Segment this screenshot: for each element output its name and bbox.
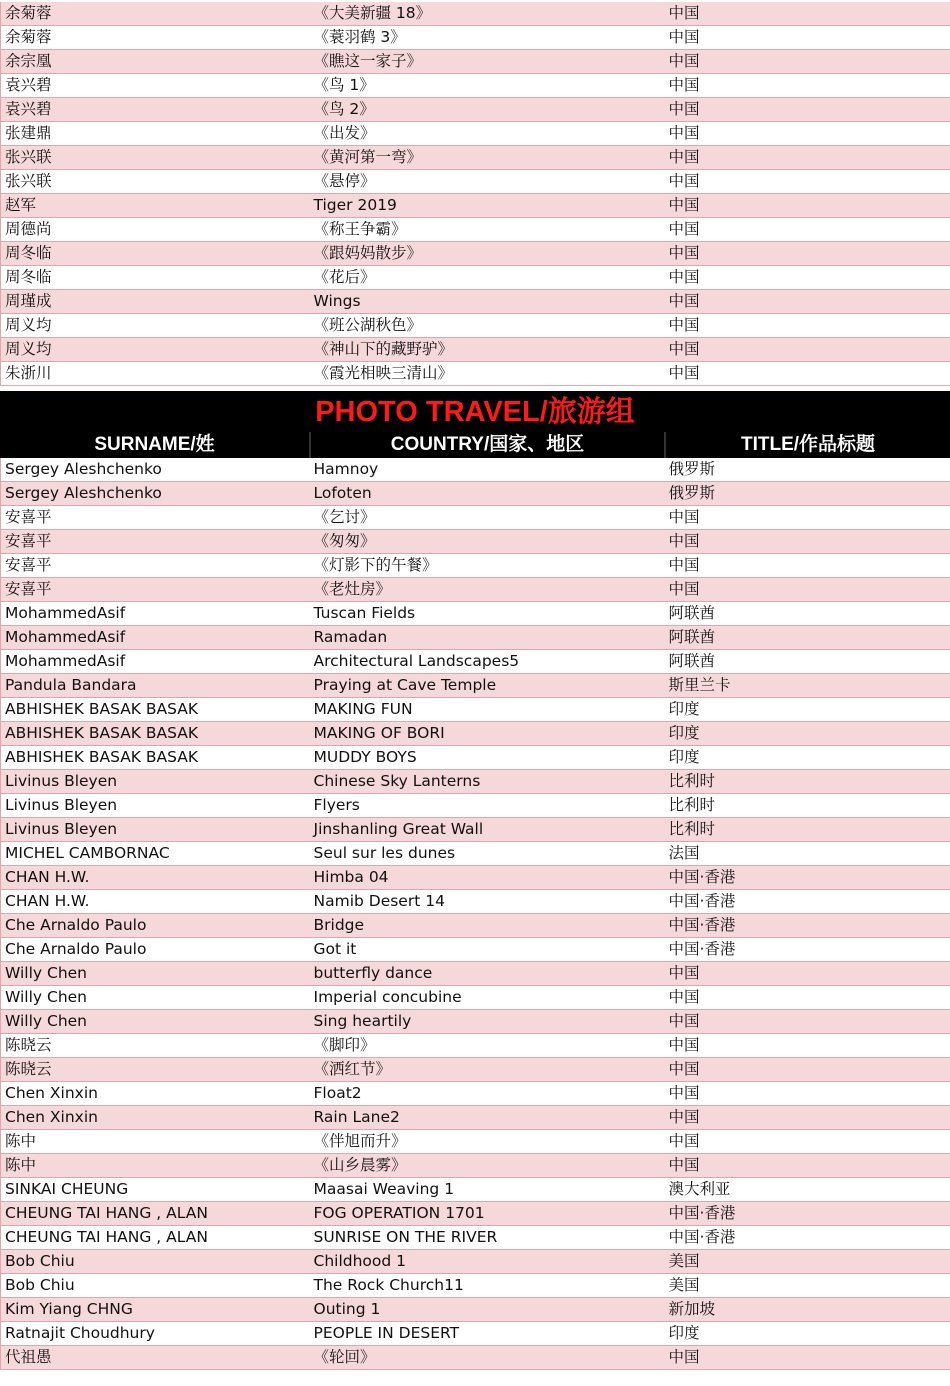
cell-title: Namib Desert 14	[310, 890, 665, 914]
cell-country: 俄罗斯	[665, 482, 950, 506]
cell-country: 阿联酋	[665, 602, 950, 626]
table-row	[1, 938, 950, 962]
table-row	[1, 962, 950, 986]
cell-surname: 周义均	[1, 338, 310, 362]
cell-country: 中国	[665, 1082, 950, 1106]
upper-table-body	[1, 2, 950, 386]
cell-country: 中国	[665, 218, 950, 242]
cell-country: 中国	[665, 554, 950, 578]
cell-country: 中国	[665, 1106, 950, 1130]
table-row	[1, 1082, 950, 1106]
cell-title: SUNRISE ON THE RIVER	[310, 1226, 665, 1250]
cell-title: 《乞讨》	[310, 506, 665, 530]
table-row	[1, 170, 950, 194]
table-row	[1, 602, 950, 626]
table-row	[1, 146, 950, 170]
cell-country: 新加坡	[665, 1298, 950, 1322]
cell-surname: 安喜平	[1, 578, 310, 602]
upper-results-table	[0, 2, 950, 386]
table-row	[1, 1250, 950, 1274]
cell-country: 美国	[665, 1274, 950, 1298]
cell-surname: 安喜平	[1, 530, 310, 554]
cell-country: 中国	[665, 1034, 950, 1058]
cell-country: 中国	[665, 290, 950, 314]
table-row	[1, 338, 950, 362]
cell-country: 中国	[665, 242, 950, 266]
cell-country: 美国	[665, 1250, 950, 1274]
cell-title: 《洒红节》	[310, 1058, 665, 1082]
cell-title: Bridge	[310, 914, 665, 938]
cell-title: Float2	[310, 1082, 665, 1106]
cell-country: 阿联酋	[665, 626, 950, 650]
cell-country: 中国	[665, 1154, 950, 1178]
cell-title: Sing heartily	[310, 1010, 665, 1034]
cell-title: 《悬停》	[310, 170, 665, 194]
cell-title: MAKING OF BORI	[310, 722, 665, 746]
cell-title: 《黄河第一弯》	[310, 146, 665, 170]
table-row	[1, 1034, 950, 1058]
table-row	[1, 26, 950, 50]
cell-surname: Livinus Bleyen	[1, 818, 310, 842]
cell-title: 《老灶房》	[310, 578, 665, 602]
cell-surname: SINKAI CHEUNG	[1, 1178, 310, 1202]
cell-title: Maasai Weaving 1	[310, 1178, 665, 1202]
cell-title: 《瞧这一家子》	[310, 50, 665, 74]
cell-surname: Bob Chiu	[1, 1250, 310, 1274]
cell-country: 中国	[665, 146, 950, 170]
cell-country: 中国	[665, 530, 950, 554]
cell-title: 《灯影下的午餐》	[310, 554, 665, 578]
table-row	[1, 674, 950, 698]
cell-surname: CHEUNG TAI HANG , ALAN	[1, 1202, 310, 1226]
cell-surname: Willy Chen	[1, 986, 310, 1010]
cell-title: MAKING FUN	[310, 698, 665, 722]
table-row	[1, 458, 950, 482]
table-row	[1, 362, 950, 386]
table-row	[1, 530, 950, 554]
cell-country: 中国	[665, 578, 950, 602]
cell-title: 《出发》	[310, 122, 665, 146]
table-row	[1, 1058, 950, 1082]
cell-title: MUDDY BOYS	[310, 746, 665, 770]
cell-country: 中国·香港	[665, 1202, 950, 1226]
cell-country: 中国	[665, 50, 950, 74]
cell-surname: Ratnajit Choudhury	[1, 1322, 310, 1346]
cell-surname: ABHISHEK BASAK BASAK	[1, 722, 310, 746]
cell-surname: Bob Chiu	[1, 1274, 310, 1298]
cell-country: 中国·香港	[665, 890, 950, 914]
cell-country: 中国·香港	[665, 938, 950, 962]
cell-surname: 陈晓云	[1, 1058, 310, 1082]
section-title: PHOTO TRAVEL/旅游组	[315, 396, 635, 428]
table-row	[1, 746, 950, 770]
cell-country: 中国	[665, 122, 950, 146]
table-row	[1, 1154, 950, 1178]
table-row	[1, 2, 950, 26]
travel-results-table	[0, 458, 950, 1370]
cell-title: Tiger 2019	[310, 194, 665, 218]
cell-surname: CHEUNG TAI HANG , ALAN	[1, 1226, 310, 1250]
cell-country: 中国·香港	[665, 914, 950, 938]
table-row	[1, 842, 950, 866]
table-row	[1, 1226, 950, 1250]
cell-country: 比利时	[665, 818, 950, 842]
table-row	[1, 650, 950, 674]
table-row	[1, 986, 950, 1010]
cell-surname: 朱浙川	[1, 362, 310, 386]
table-row	[1, 698, 950, 722]
cell-surname: CHAN H.W.	[1, 890, 310, 914]
table-row	[1, 866, 950, 890]
cell-title: 《鸟 2》	[310, 98, 665, 122]
cell-title: 《班公湖秋色》	[310, 314, 665, 338]
table-row	[1, 818, 950, 842]
cell-title: 《神山下的藏野驴》	[310, 338, 665, 362]
table-row	[1, 626, 950, 650]
cell-surname: 袁兴碧	[1, 98, 310, 122]
cell-title: Seul sur les dunes	[310, 842, 665, 866]
cell-country: 中国	[665, 266, 950, 290]
cell-surname: Livinus Bleyen	[1, 794, 310, 818]
cell-country: 印度	[665, 722, 950, 746]
cell-country: 比利时	[665, 794, 950, 818]
table-row	[1, 218, 950, 242]
cell-surname: ABHISHEK BASAK BASAK	[1, 746, 310, 770]
table-row	[1, 194, 950, 218]
cell-surname: Pandula Bandara	[1, 674, 310, 698]
cell-title: Hamnoy	[310, 458, 665, 482]
cell-surname: 陈中	[1, 1130, 310, 1154]
table-row	[1, 1298, 950, 1322]
table-row	[1, 266, 950, 290]
table-row	[1, 1274, 950, 1298]
cell-title: Wings	[310, 290, 665, 314]
cell-surname: ABHISHEK BASAK BASAK	[1, 698, 310, 722]
cell-country: 中国	[665, 1010, 950, 1034]
cell-title: Childhood 1	[310, 1250, 665, 1274]
column-header-surname: SURNAME/姓	[94, 434, 215, 455]
cell-surname: 余菊蓉	[1, 2, 310, 26]
cell-title: 《鸟 1》	[310, 74, 665, 98]
cell-title: Rain Lane2	[310, 1106, 665, 1130]
table-row	[1, 890, 950, 914]
table-row	[1, 1106, 950, 1130]
cell-title: FOG OPERATION 1701	[310, 1202, 665, 1226]
cell-country: 中国	[665, 1058, 950, 1082]
table-row	[1, 50, 950, 74]
table-row	[1, 98, 950, 122]
cell-surname: MohammedAsif	[1, 626, 310, 650]
cell-surname: 张建鼎	[1, 122, 310, 146]
cell-country: 中国	[665, 338, 950, 362]
cell-surname: Sergey Aleshchenko	[1, 482, 310, 506]
cell-title: Praying at Cave Temple	[310, 674, 665, 698]
table-row	[1, 794, 950, 818]
table-row	[1, 1010, 950, 1034]
cell-surname: 陈中	[1, 1154, 310, 1178]
table-row	[1, 722, 950, 746]
cell-surname: Livinus Bleyen	[1, 770, 310, 794]
cell-country: 中国	[665, 506, 950, 530]
cell-title: Got it	[310, 938, 665, 962]
cell-title: butterfly dance	[310, 962, 665, 986]
cell-country: 阿联酋	[665, 650, 950, 674]
cell-country: 比利时	[665, 770, 950, 794]
table-row	[1, 242, 950, 266]
cell-surname: Che Arnaldo Paulo	[1, 938, 310, 962]
cell-title: Jinshanling Great Wall	[310, 818, 665, 842]
table-row	[1, 290, 950, 314]
cell-country: 印度	[665, 698, 950, 722]
cell-surname: Sergey Aleshchenko	[1, 458, 310, 482]
table-row	[1, 122, 950, 146]
cell-country: 中国	[665, 194, 950, 218]
cell-surname: 周义均	[1, 314, 310, 338]
cell-country: 法国	[665, 842, 950, 866]
cell-title: Ramadan	[310, 626, 665, 650]
cell-title: 《伴旭而升》	[310, 1130, 665, 1154]
cell-country: 中国	[665, 26, 950, 50]
cell-title: Flyers	[310, 794, 665, 818]
cell-surname: CHAN H.W.	[1, 866, 310, 890]
cell-country: 印度	[665, 1322, 950, 1346]
cell-country: 中国	[665, 962, 950, 986]
table-row	[1, 578, 950, 602]
column-header-country: COUNTRY/国家、地区	[390, 434, 585, 455]
table-row	[1, 1322, 950, 1346]
cell-title: Outing 1	[310, 1298, 665, 1322]
cell-surname: 张兴联	[1, 146, 310, 170]
cell-title: 《脚印》	[310, 1034, 665, 1058]
cell-surname: 周冬临	[1, 266, 310, 290]
cell-country: 中国	[665, 1130, 950, 1154]
cell-title: 《大美新疆 18》	[310, 2, 665, 26]
cell-country: 中国	[665, 362, 950, 386]
cell-surname: 安喜平	[1, 554, 310, 578]
cell-surname: 安喜平	[1, 506, 310, 530]
cell-country: 中国	[665, 314, 950, 338]
cell-surname: 张兴联	[1, 170, 310, 194]
cell-title: 《霞光相映三清山》	[310, 362, 665, 386]
cell-surname: 代祖愚	[1, 1346, 310, 1370]
cell-country: 中国	[665, 170, 950, 194]
cell-surname: Chen Xinxin	[1, 1106, 310, 1130]
cell-surname: 赵军	[1, 194, 310, 218]
cell-surname: Che Arnaldo Paulo	[1, 914, 310, 938]
table-row	[1, 770, 950, 794]
column-header-title: TITLE/作品标题	[740, 434, 876, 455]
cell-surname: Willy Chen	[1, 962, 310, 986]
table-row	[1, 1178, 950, 1202]
table-row	[1, 314, 950, 338]
cell-title: Architectural Landscapes5	[310, 650, 665, 674]
cell-surname: MohammedAsif	[1, 650, 310, 674]
cell-surname: Chen Xinxin	[1, 1082, 310, 1106]
cell-country: 中国	[665, 2, 950, 26]
cell-country: 斯里兰卡	[665, 674, 950, 698]
cell-country: 中国	[665, 98, 950, 122]
cell-title: Chinese Sky Lanterns	[310, 770, 665, 794]
cell-surname: 陈晓云	[1, 1034, 310, 1058]
cell-country: 中国	[665, 1346, 950, 1370]
table-row	[1, 74, 950, 98]
table-row	[1, 1202, 950, 1226]
cell-title: 《蓑羽鹤 3》	[310, 26, 665, 50]
cell-country: 中国	[665, 74, 950, 98]
cell-surname: 周瑾成	[1, 290, 310, 314]
cell-surname: MohammedAsif	[1, 602, 310, 626]
cell-title: 《称王争霸》	[310, 218, 665, 242]
cell-title: 《花后》	[310, 266, 665, 290]
cell-surname: 周冬临	[1, 242, 310, 266]
table-row	[1, 506, 950, 530]
cell-surname: Willy Chen	[1, 1010, 310, 1034]
cell-title: 《山乡晨雾》	[310, 1154, 665, 1178]
cell-surname: 余宗凰	[1, 50, 310, 74]
cell-title: Tuscan Fields	[310, 602, 665, 626]
cell-title: 《轮回》	[310, 1346, 665, 1370]
cell-surname: MICHEL CAMBORNAC	[1, 842, 310, 866]
table-row	[1, 914, 950, 938]
cell-country: 中国	[665, 986, 950, 1010]
cell-title: 《跟妈妈散步》	[310, 242, 665, 266]
table-row	[1, 482, 950, 506]
table-row	[1, 554, 950, 578]
cell-title: PEOPLE IN DESERT	[310, 1322, 665, 1346]
cell-title: 《匆匆》	[310, 530, 665, 554]
table-row	[1, 1130, 950, 1154]
cell-title: The Rock Church11	[310, 1274, 665, 1298]
cell-surname: 周德尚	[1, 218, 310, 242]
cell-title: Imperial concubine	[310, 986, 665, 1010]
cell-title: Himba 04	[310, 866, 665, 890]
cell-country: 印度	[665, 746, 950, 770]
cell-surname: 余菊蓉	[1, 26, 310, 50]
cell-country: 中国·香港	[665, 1226, 950, 1250]
travel-table-body	[1, 458, 950, 1370]
cell-surname: Kim Yiang CHNG	[1, 1298, 310, 1322]
cell-surname: 袁兴碧	[1, 74, 310, 98]
cell-country: 中国·香港	[665, 866, 950, 890]
cell-country: 俄罗斯	[665, 458, 950, 482]
cell-title: Lofoten	[310, 482, 665, 506]
table-row	[1, 1346, 950, 1370]
cell-country: 澳大利亚	[665, 1178, 950, 1202]
